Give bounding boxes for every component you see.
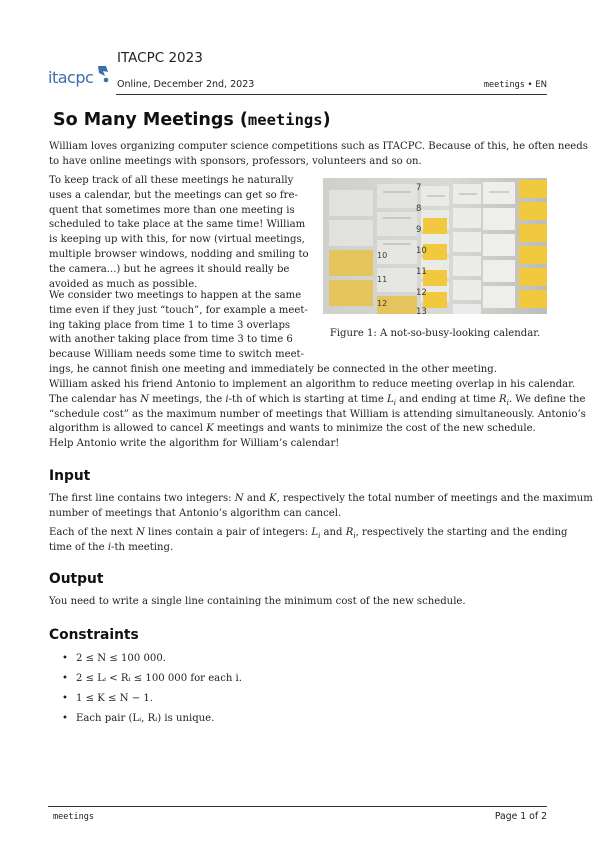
story-paragraph-2-end: [49, 363, 546, 378]
story-line: quent that sometimes more than one meeting is: [49, 204, 295, 216]
story-paragraph-1: [49, 174, 309, 292]
story-line: We consider two meetings to happen at the same: [49, 290, 302, 301]
title-close: ): [322, 110, 331, 130]
header-problem-id: meetings: [483, 80, 525, 90]
intro-paragraph: [49, 140, 588, 170]
help-line: Help Antonio write the algorithm for William’s calendar!: [49, 438, 340, 449]
task-paragraph: [49, 378, 586, 437]
calendar-number: 10: [377, 251, 388, 260]
constraint-item: • Each pair (Lᵢ, Rᵢ) is unique.: [62, 713, 215, 724]
figure-caption: Figure 1: A not-so-busy-looking calendar.: [329, 328, 541, 339]
story-line: scheduled to take place at the same time! William: [49, 219, 306, 231]
constraints-list: [62, 652, 242, 732]
constraint-item: • 2 ≤ N ≤ 100 000.: [62, 653, 166, 664]
header-divider: [116, 94, 547, 95]
input-paragraph-2: [49, 526, 568, 556]
calendar-number: 8: [416, 204, 422, 214]
story-line: ing taking place from time 1 to time 3 overlaps: [49, 319, 291, 331]
story-line: multiple browser windows, nodding and smiling to: [49, 248, 309, 260]
title-code: meetings: [247, 111, 323, 129]
contest-name: ITACPC 2023: [117, 50, 203, 66]
input-paragraph-1: [49, 492, 593, 522]
story-paragraph-2: [49, 289, 308, 363]
footer-divider: [48, 806, 547, 807]
output-paragraph: [49, 595, 546, 610]
header-problem-tag: [484, 80, 547, 90]
story-line: uses a calendar, but the meetings can get so fre-: [49, 189, 298, 201]
story-line: the camera...) but he agrees it should really be: [49, 263, 290, 275]
calendar-number: 10: [416, 246, 427, 256]
task-line: William asked his friend Antonio to implement an algorithm to reduce meeting overlap in his calendar.: [49, 379, 576, 390]
constraint-item: • 1 ≤ K ≤ N − 1.: [62, 693, 154, 704]
help-paragraph: [49, 437, 546, 452]
task-line: The calendar has N meetings, the i-th of which is starting at time $L_i$ and ending at time $R_i$. We define the: [49, 393, 586, 407]
constraints-heading: Constraints: [49, 627, 139, 643]
header-bullet: •: [527, 80, 533, 90]
calendar-number: 12: [377, 299, 388, 308]
calendar-number: 11: [377, 275, 388, 284]
intro-line: William loves organizing computer science competitions such as ITACPC. Because of this, he often needs: [49, 141, 588, 152]
input-line: time of the i-th meeting.: [49, 541, 174, 553]
input-line: Each of the next N lines contain a pair of integers: $L_i$ and $R_i$, respectively the starting and the ending: [49, 527, 568, 541]
story-line: with another taking place from time 3 to time 6: [49, 334, 293, 346]
calendar-number: 11: [416, 267, 427, 277]
intro-line: to have online meetings with sponsors, professors, volunteers and so on.: [49, 155, 422, 167]
footer-problem-id: meetings: [53, 812, 94, 822]
task-line: algorithm is allowed to cancel K meetings and wants to minimize the cost of the new schedule.: [49, 423, 536, 435]
calendar-number: 7: [416, 183, 422, 193]
calendar-photo: [323, 178, 547, 314]
calendar-number: 13: [416, 307, 427, 314]
constraint-item: • 2 ≤ Lᵢ < Rᵢ ≤ 100 000 for each i.: [62, 673, 242, 684]
input-line: number of meetings that Antonio’s algorithm can cancel.: [49, 507, 342, 519]
story-line: ings, he cannot finish one meeting and immediately be connected in the other meeting.: [49, 364, 497, 375]
header-language: EN: [535, 80, 547, 90]
output-line: You need to write a single line containing the minimum cost of the new schedule.: [49, 596, 466, 607]
story-line: is keeping up with this, for now (virtual meetings,: [49, 234, 305, 246]
page-number: Page 1 of 2: [494, 811, 547, 822]
problem-title: [53, 110, 331, 130]
story-line: To keep track of all these meetings he naturally: [49, 175, 294, 186]
calendar-number: 12: [416, 288, 427, 298]
contest-date: Online, December 2nd, 2023: [117, 79, 255, 90]
calendar-number: 9: [416, 225, 422, 235]
story-line: avoided as much as possible.: [49, 278, 198, 290]
story-line: time even if they just “touch”, for example a meet-: [49, 304, 308, 316]
title-text: So Many Meetings (: [53, 110, 248, 130]
output-heading: Output: [49, 571, 104, 587]
input-heading: Input: [49, 468, 91, 484]
task-line: “schedule cost” as the maximum number of meetings that William is attending simultaneously. Antonio’s: [49, 408, 586, 420]
story-line: because William needs some time to switch meet-: [49, 349, 305, 361]
svg-text:itacpc: itacpc: [48, 68, 94, 87]
input-line: The first line contains two integers: N and K, respectively the total number of meetings and the maximum: [49, 493, 593, 504]
itacpc-logo: [48, 62, 112, 90]
